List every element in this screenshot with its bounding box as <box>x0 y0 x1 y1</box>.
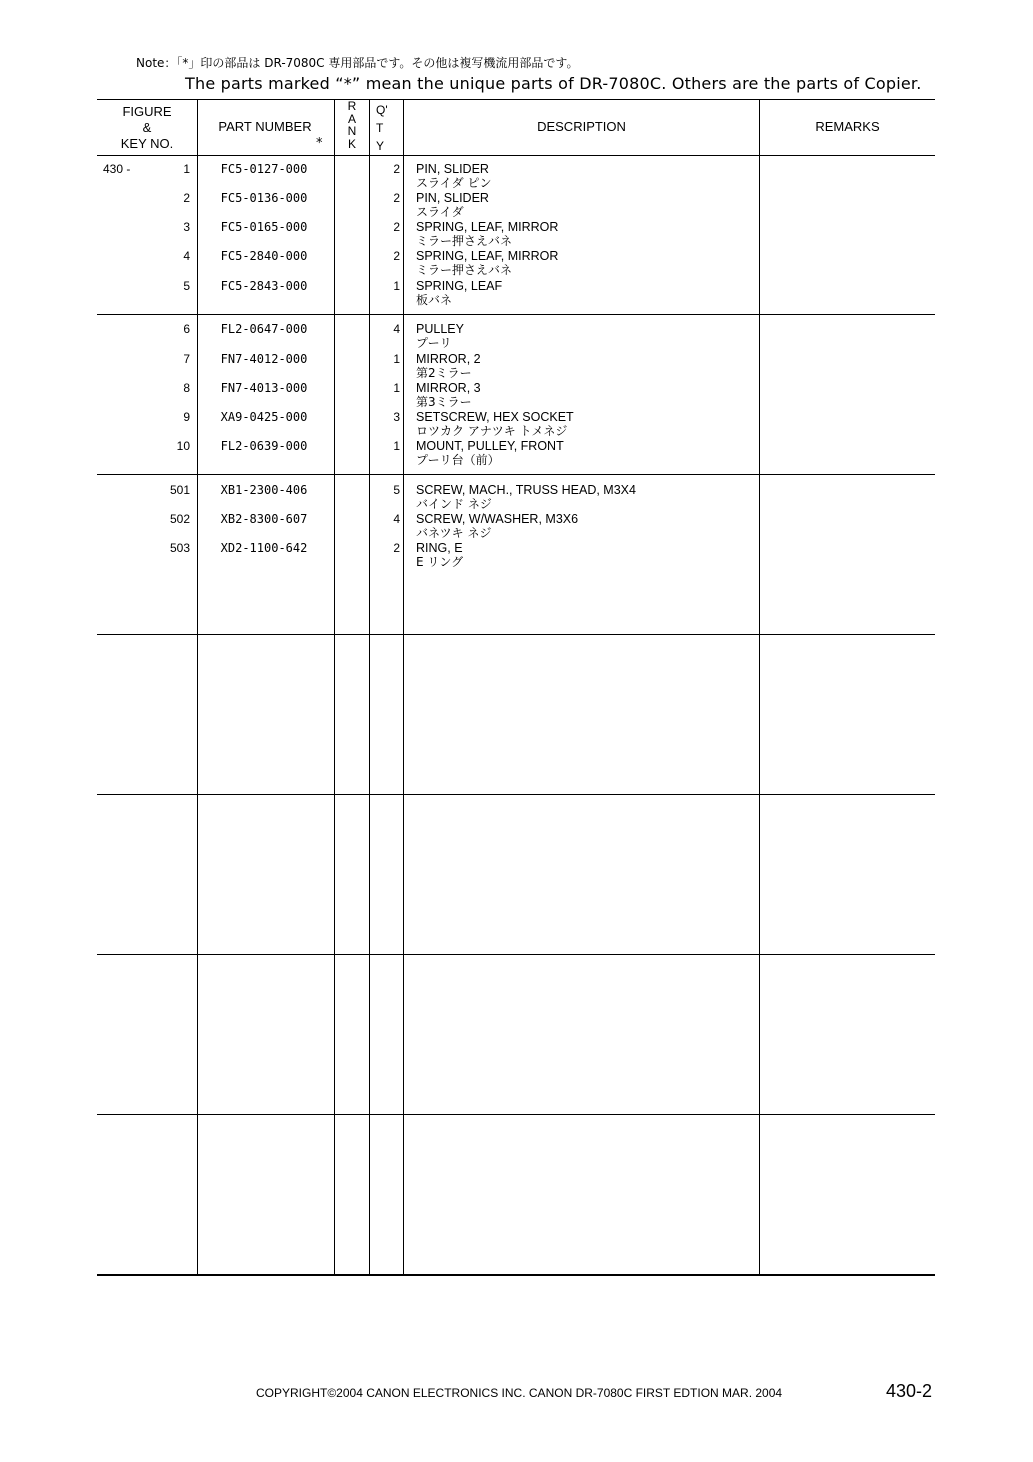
group-divider <box>97 794 935 795</box>
table-row <box>0 483 1033 512</box>
header-description: DESCRIPTION <box>537 119 626 134</box>
group-divider <box>97 954 935 955</box>
table-row <box>0 279 1033 308</box>
description-en-cell: SETSCREW, HEX SOCKET <box>416 410 574 424</box>
qty-cell: 1 <box>393 439 400 453</box>
part-number-cell: XB2-8300-607 <box>220 512 308 526</box>
key-no-cell: 503 <box>169 541 190 555</box>
description-en-cell: MOUNT, PULLEY, FRONT <box>416 439 564 453</box>
group-divider <box>97 314 935 315</box>
part-number-cell: XD2-1100-642 <box>220 541 308 555</box>
description-en-cell: RING, E <box>416 541 463 555</box>
figure-cell: 430 - <box>103 162 131 176</box>
table-row <box>0 410 1033 439</box>
key-no-cell: 4 <box>183 249 190 263</box>
part-number-cell: FL2-0647-000 <box>220 322 308 336</box>
table-row <box>0 191 1033 220</box>
group-divider <box>97 634 935 635</box>
header-qty: Q' T Y <box>376 103 388 153</box>
table-row <box>0 512 1033 541</box>
table-row <box>0 220 1033 249</box>
header-remarks: REMARKS <box>815 119 880 134</box>
description-jp-cell: 板バネ <box>416 293 453 307</box>
description-en-cell: PIN, SLIDER <box>416 162 489 176</box>
description-en-cell: PIN, SLIDER <box>416 191 489 205</box>
qty-cell: 4 <box>393 322 400 336</box>
note-english: The parts marked “*” mean the unique parts of DR-7080C. Others are the parts of Copier. <box>185 74 922 93</box>
description-jp-cell: 第3ミラー <box>416 395 472 409</box>
qty-cell: 3 <box>393 410 400 424</box>
part-number-cell: FC5-0165-000 <box>220 220 308 234</box>
part-number-cell: FC5-0127-000 <box>220 162 308 176</box>
description-jp-cell: 第2ミラー <box>416 366 472 380</box>
table-row <box>0 381 1033 410</box>
group-divider <box>97 1114 935 1115</box>
key-no-cell: 8 <box>183 381 190 395</box>
group-divider <box>97 474 935 475</box>
table-row <box>0 352 1033 381</box>
key-no-cell: 1 <box>183 162 190 176</box>
qty-cell: 1 <box>393 381 400 395</box>
part-number-cell: FC5-2843-000 <box>220 279 308 293</box>
key-no-cell: 5 <box>183 279 190 293</box>
part-number-cell: FL2-0639-000 <box>220 439 308 453</box>
qty-cell: 2 <box>393 191 400 205</box>
key-no-cell: 501 <box>169 483 190 497</box>
key-no-cell: 7 <box>183 352 190 366</box>
key-no-cell: 2 <box>183 191 190 205</box>
key-no-cell: 502 <box>169 512 190 526</box>
table-bottom-border <box>97 1274 935 1276</box>
key-no-cell: 10 <box>176 439 190 453</box>
part-number-cell: XA9-0425-000 <box>220 410 308 424</box>
header-ampersand: & <box>142 120 152 135</box>
description-en-cell: SPRING, LEAF <box>416 279 503 293</box>
description-jp-cell: ミラー押さえバネ <box>416 263 513 277</box>
part-number-cell: FN7-4012-000 <box>220 352 308 366</box>
qty-cell: 1 <box>393 352 400 366</box>
qty-cell: 1 <box>393 279 400 293</box>
description-jp-cell: E リング <box>416 555 464 569</box>
description-jp-cell: バネツキ ネジ <box>416 526 492 540</box>
qty-cell: 5 <box>393 483 400 497</box>
table-row <box>0 249 1033 278</box>
header-part-number: PART NUMBER <box>218 119 312 134</box>
part-number-cell: FC5-2840-000 <box>220 249 308 263</box>
description-en-cell: MIRROR, 3 <box>416 381 481 395</box>
description-jp-cell: プーリ <box>416 336 452 350</box>
description-jp-cell: スライダ ピン <box>416 176 492 190</box>
header-bottom-border <box>97 155 935 156</box>
key-no-cell: 9 <box>183 410 190 424</box>
qty-cell: 2 <box>393 249 400 263</box>
description-jp-cell: バインド ネジ <box>416 497 492 511</box>
header-figure-label: FIGURE <box>122 104 172 119</box>
qty-cell: 4 <box>393 512 400 526</box>
description-en-cell: PULLEY <box>416 322 464 336</box>
key-no-cell: 3 <box>183 220 190 234</box>
qty-cell: 2 <box>393 541 400 555</box>
table-top-border <box>97 99 935 100</box>
key-no-cell: 6 <box>183 322 190 336</box>
part-number-cell: FN7-4013-000 <box>220 381 308 395</box>
table-row <box>0 322 1033 351</box>
table-row <box>0 439 1033 468</box>
description-jp-cell: スライダ <box>416 205 464 219</box>
copyright-footer: COPYRIGHT©2004 CANON ELECTRONICS INC. CANON DR-7080C FIRST EDTION MAR. 2004 <box>256 1386 783 1400</box>
page-number: 430-2 <box>886 1381 933 1401</box>
qty-cell: 2 <box>393 220 400 234</box>
table-row <box>0 541 1033 570</box>
description-jp-cell: ロツカク アナツキ トメネジ <box>416 424 568 438</box>
qty-cell: 2 <box>393 162 400 176</box>
header-figure <box>97 104 197 152</box>
description-en-cell: MIRROR, 2 <box>416 352 481 366</box>
description-jp-cell: プーリ台（前） <box>416 453 500 467</box>
table-row <box>0 162 1033 191</box>
header-star: * <box>316 136 323 151</box>
description-en-cell: SCREW, MACH., TRUSS HEAD, M3X4 <box>416 483 636 497</box>
description-en-cell: SPRING, LEAF, MIRROR <box>416 249 559 263</box>
description-en-cell: SPRING, LEAF, MIRROR <box>416 220 559 234</box>
part-number-cell: FC5-0136-000 <box>220 191 308 205</box>
part-number-cell: XB1-2300-406 <box>220 483 308 497</box>
description-jp-cell: ミラー押さえバネ <box>416 234 513 248</box>
description-en-cell: SCREW, W/WASHER, M3X6 <box>416 512 579 526</box>
header-rank: R A N K <box>347 99 357 151</box>
note-japanese: Note：「*」印の部品は DR-7080C 専用部品です。その他は複写機流用部品です。 <box>136 56 579 70</box>
header-key-no: KEY NO. <box>120 136 174 151</box>
